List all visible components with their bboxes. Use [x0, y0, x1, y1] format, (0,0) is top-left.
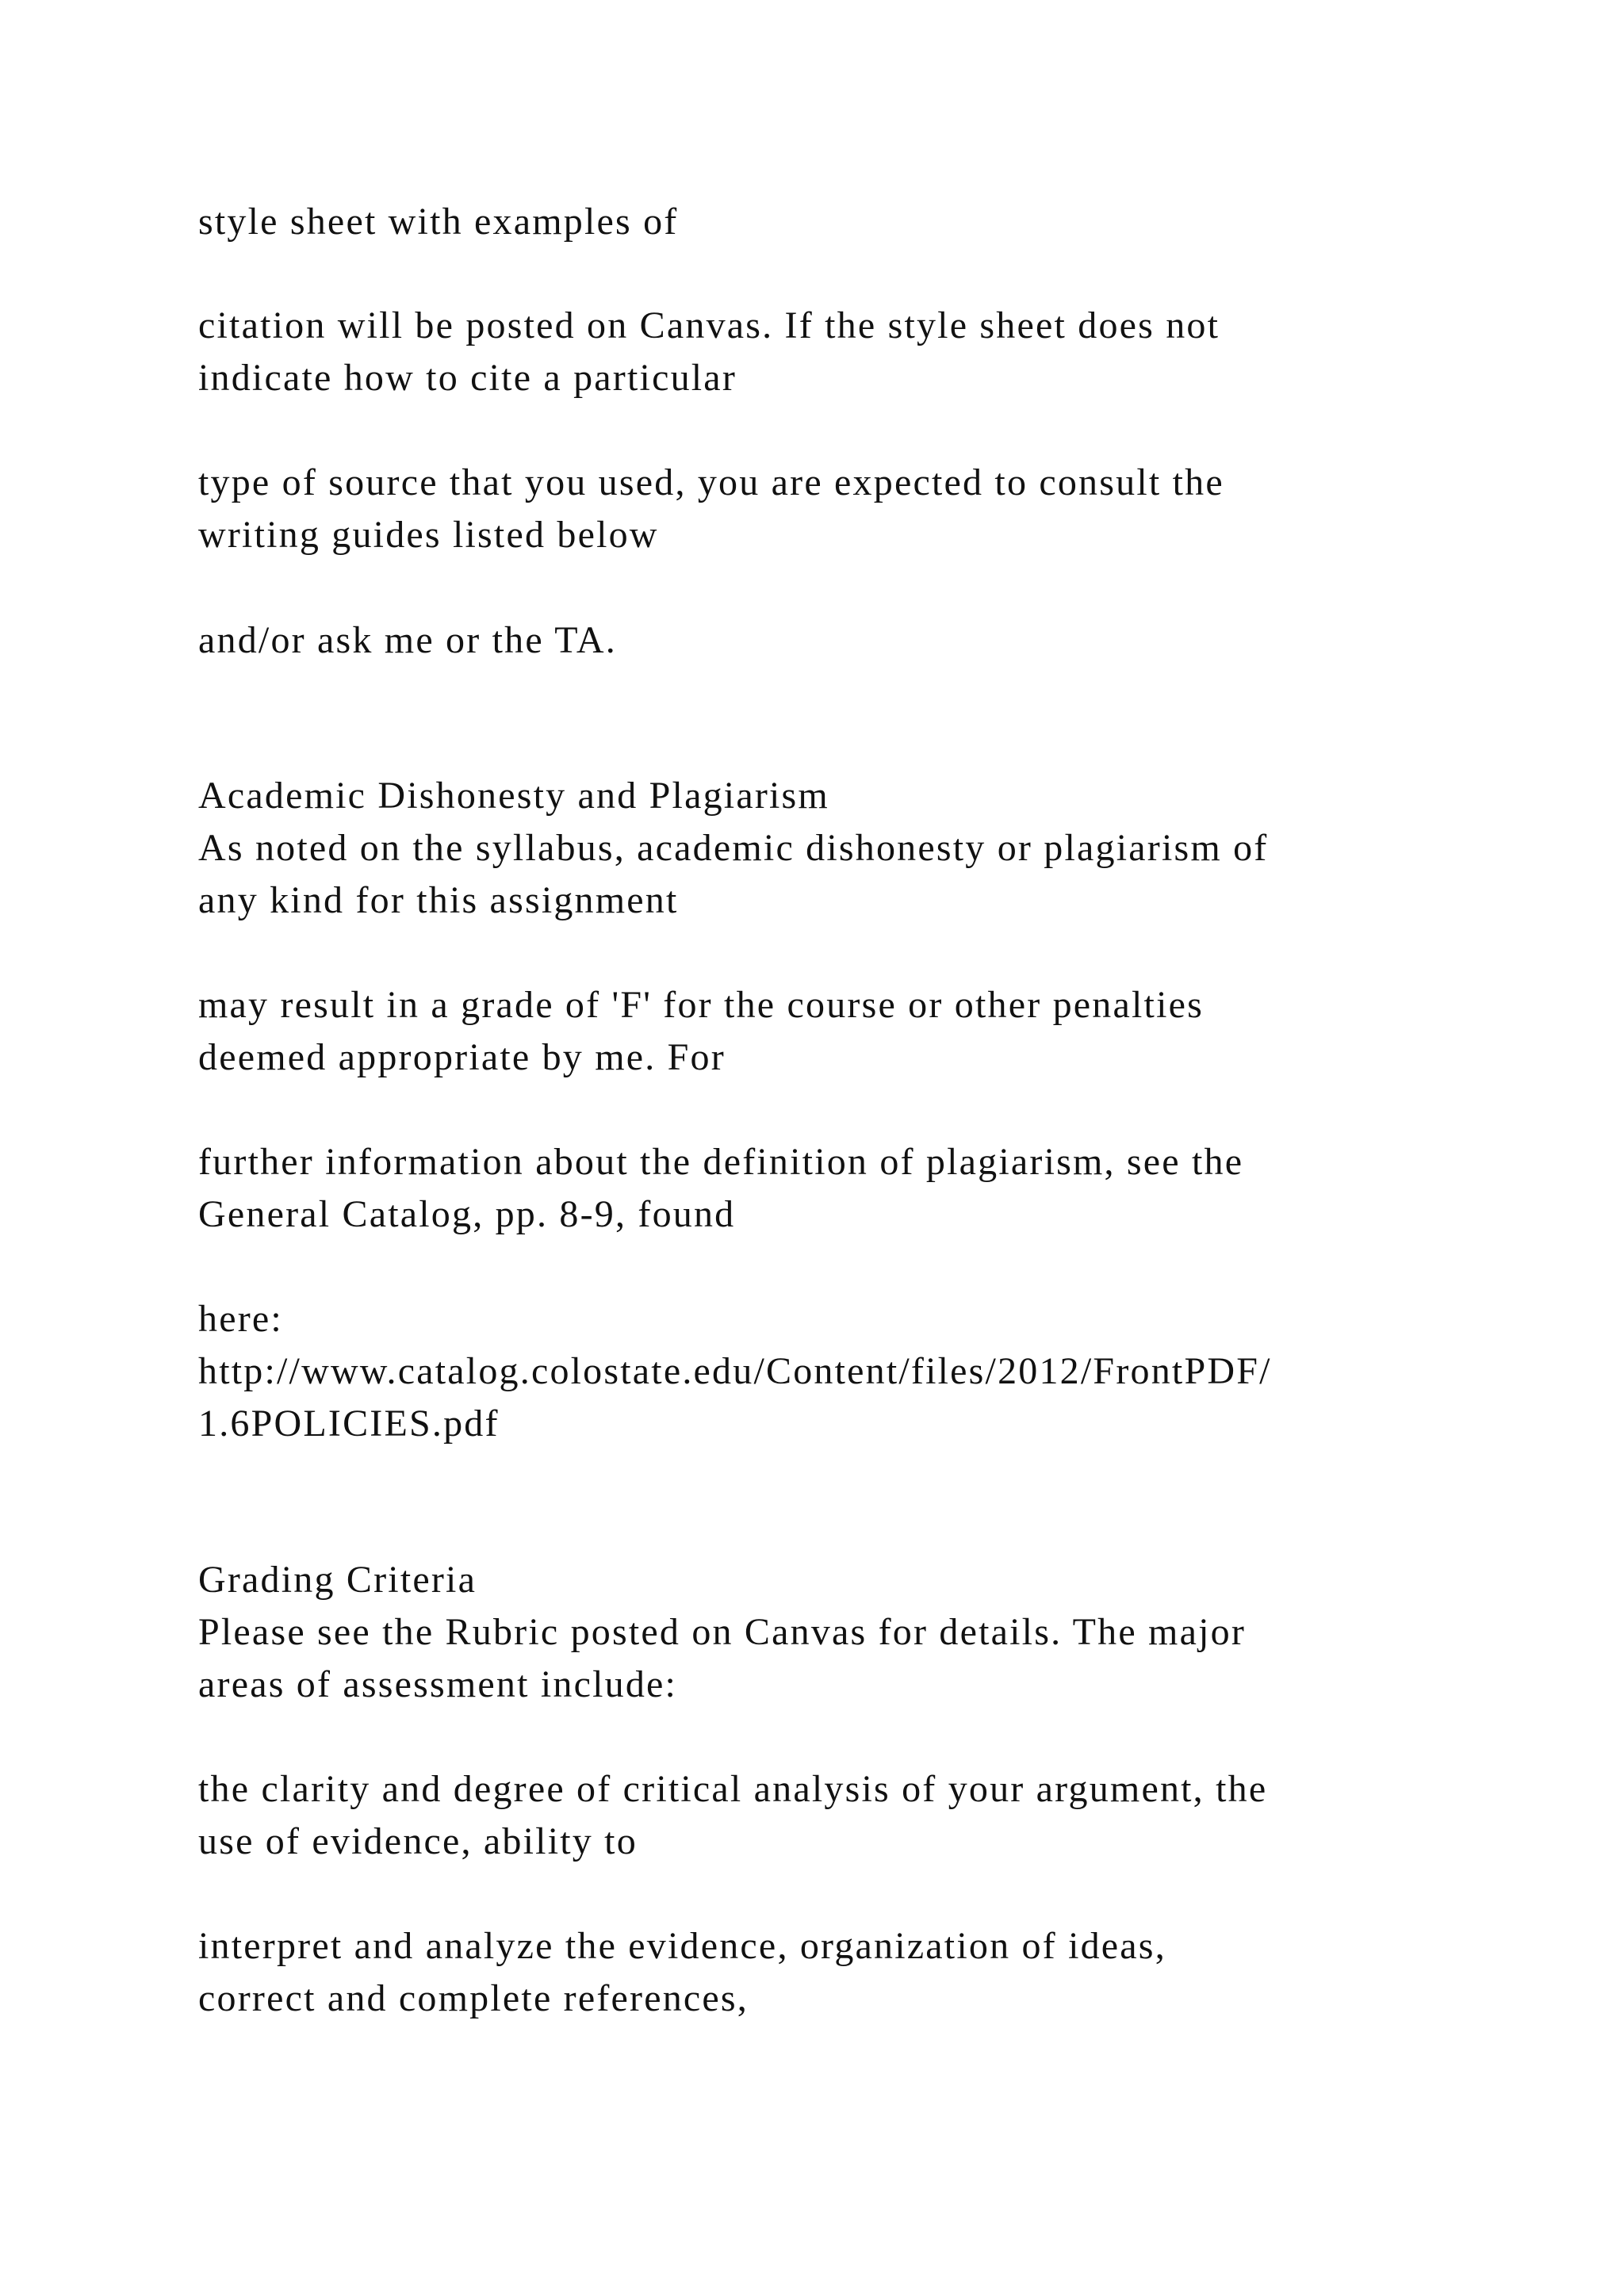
text-line: correct and complete references,	[198, 1977, 749, 2019]
text-line: here:	[198, 1298, 283, 1340]
text-line: General Catalog, pp. 8-9, found	[198, 1193, 736, 1235]
text-line: any kind for this assignment	[198, 879, 679, 921]
text-line: As noted on the syllabus, academic dishonesty or plagiarism of	[198, 827, 1269, 869]
section-heading-grading-criteria: Grading Criteria	[198, 1559, 477, 1601]
text-line: areas of assessment include:	[198, 1663, 678, 1705]
text-line: further information about the definition of plagiarism, see the	[198, 1141, 1244, 1183]
text-line: citation will be posted on Canvas. If the style sheet does not	[198, 304, 1220, 346]
text-line: deemed appropriate by me. For	[198, 1036, 726, 1078]
text-line: may result in a grade of 'F' for the course or other penalties	[198, 984, 1204, 1026]
text-line: indicate how to cite a particular	[198, 357, 737, 399]
text-line: type of source that you used, you are expected to consult the	[198, 461, 1224, 503]
text-line: use of evidence, ability to	[198, 1820, 638, 1862]
section-heading-academic-dishonesty: Academic Dishonesty and Plagiarism	[198, 775, 829, 817]
catalog-url: http://www.catalog.colostate.edu/Content/files/2012/FrontPDF/	[198, 1350, 1272, 1392]
text-line: and/or ask me or the TA.	[198, 619, 617, 661]
text-line: writing guides listed below	[198, 514, 659, 556]
text-line: style sheet with examples of	[198, 201, 679, 243]
text-line: interpret and analyze the evidence, organization of ideas,	[198, 1925, 1166, 1967]
catalog-url-continued: 1.6POLICIES.pdf	[198, 1402, 500, 1445]
text-line: Please see the Rubric posted on Canvas for details. The major	[198, 1611, 1247, 1653]
text-line: the clarity and degree of critical analysis of your argument, the	[198, 1768, 1268, 1810]
